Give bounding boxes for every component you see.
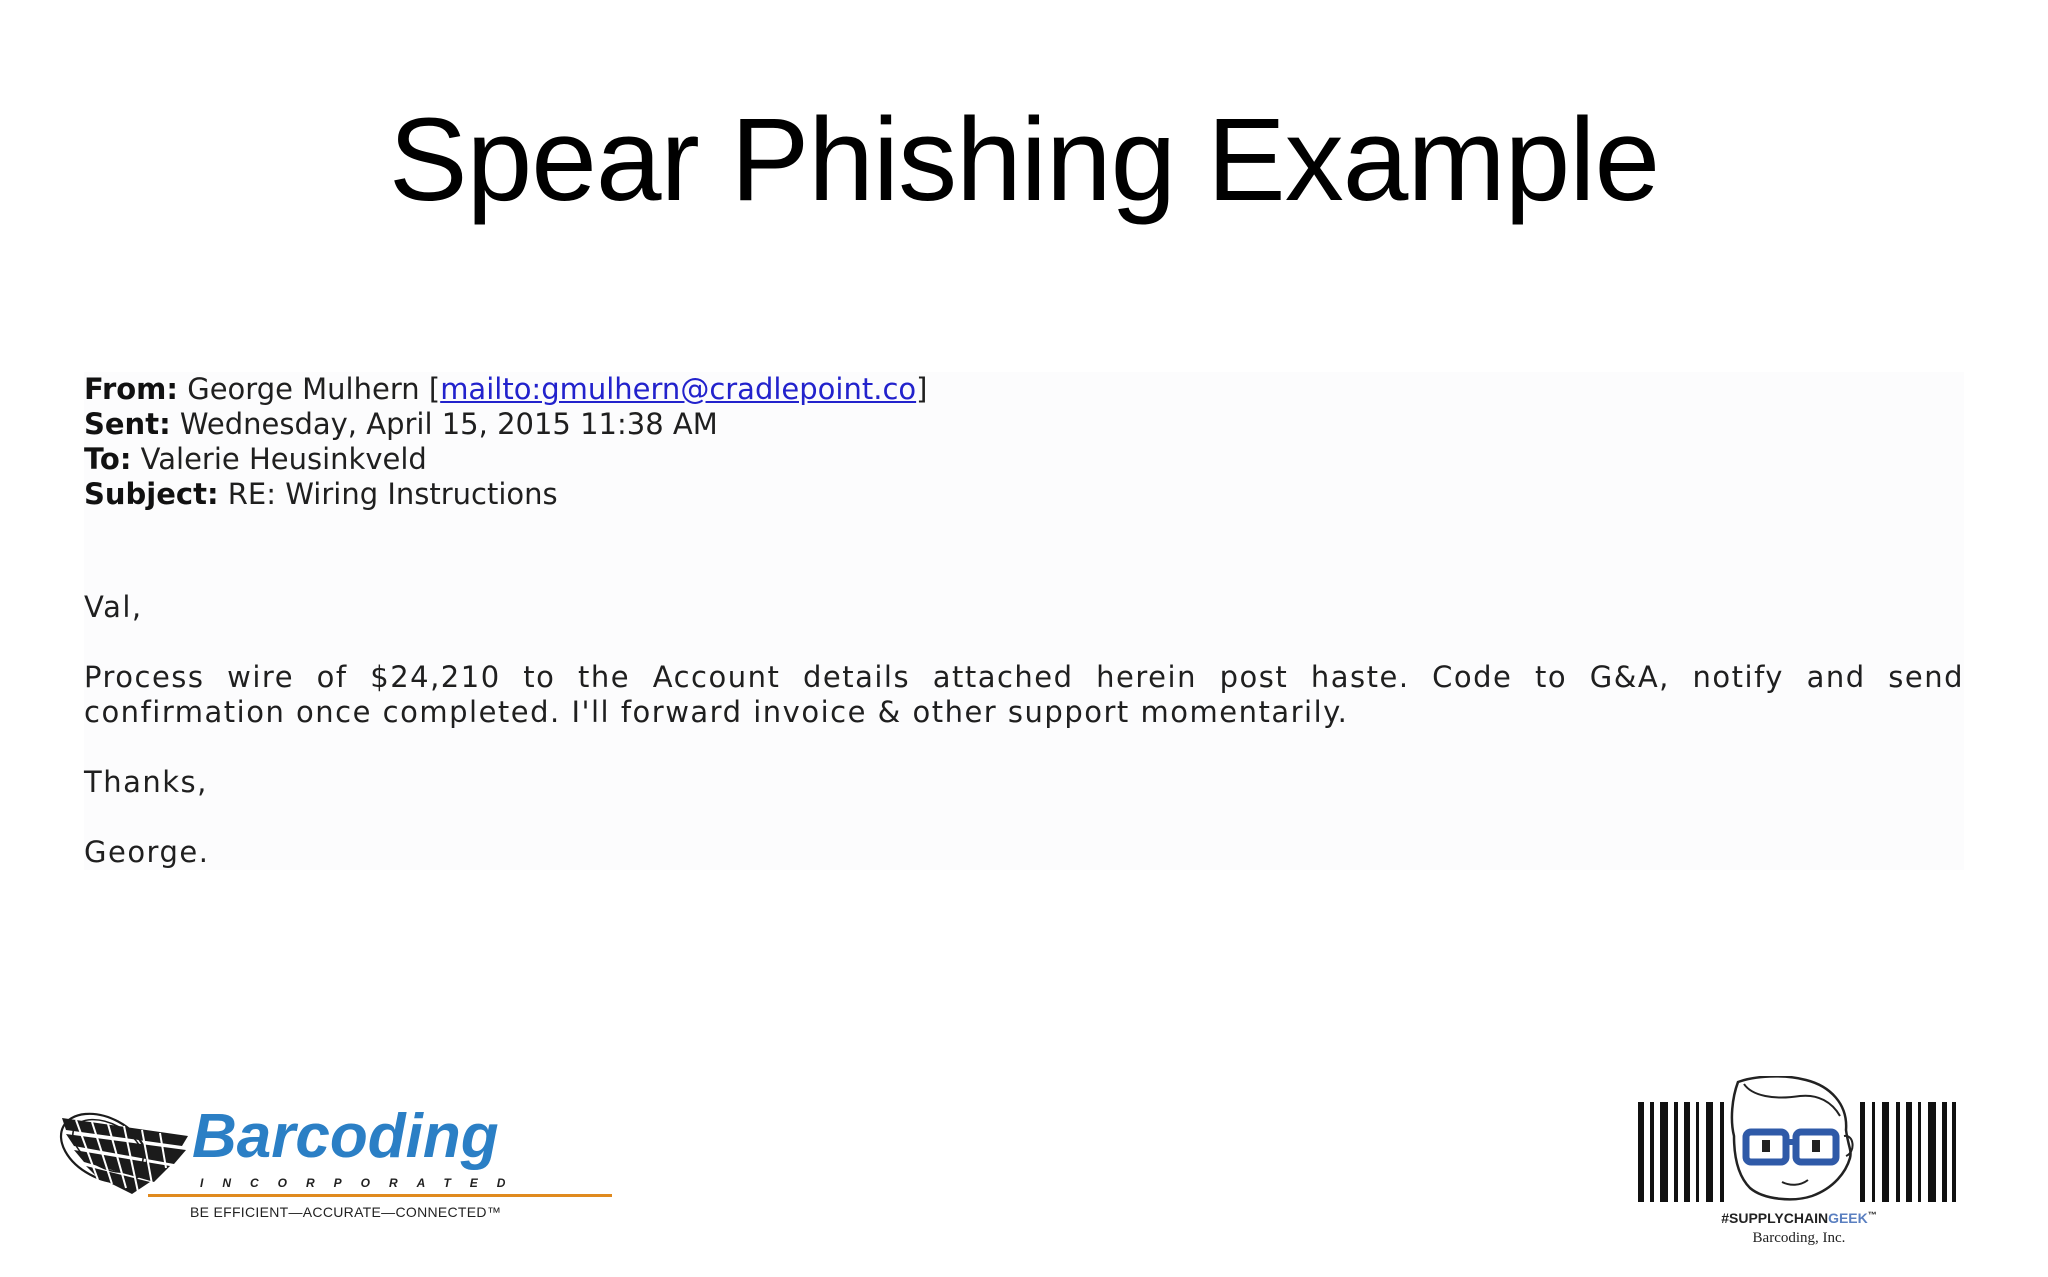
barcode-geek-icon bbox=[1634, 1076, 1964, 1206]
supply-chain-geek-hashtag bbox=[1634, 1210, 1964, 1226]
email-screenshot bbox=[84, 372, 1964, 870]
sent-label: Sent: bbox=[84, 407, 171, 441]
email-from-line: From: George Mulhern [mailto:gmulhern@cradlepoint.co] bbox=[84, 372, 928, 406]
to-label: To: bbox=[84, 442, 132, 476]
geek-company-name: Barcoding, Inc. bbox=[1752, 1230, 1846, 1246]
email-signature: George. bbox=[84, 835, 210, 869]
email-greeting: Val, bbox=[84, 590, 143, 624]
email-subject-line bbox=[84, 477, 1964, 512]
subject-value: RE: Wiring Instructions bbox=[227, 477, 558, 511]
hashtag-accent: GEEK bbox=[1828, 1210, 1868, 1226]
hashtag-main: #SUPPLYCHAIN bbox=[1721, 1210, 1829, 1226]
sent-value: Wednesday, April 15, 2015 11:38 AM bbox=[179, 407, 718, 441]
subject-label: Subject: bbox=[84, 477, 219, 511]
email-sent-line bbox=[84, 407, 1964, 442]
hashtag-tm: ™ bbox=[1867, 1210, 1877, 1220]
barcoding-incorporated: INCORPORATED bbox=[200, 1176, 525, 1190]
barcoding-logo bbox=[56, 1100, 566, 1230]
sender-email-link[interactable]: mailto:gmulhern@cradlepoint.co bbox=[440, 372, 917, 406]
barcoding-tagline: BE EFFICIENT—ACCURATE—CONNECTED™ bbox=[190, 1204, 502, 1220]
from-name: George Mulhern bbox=[187, 372, 420, 406]
from-label: From: bbox=[84, 372, 178, 406]
barcoding-orange-rule bbox=[148, 1194, 612, 1197]
email-to-line bbox=[84, 442, 1964, 477]
supply-chain-geek-logo bbox=[1634, 1076, 1964, 1256]
barcoding-swoosh-icon bbox=[56, 1106, 196, 1196]
slide-title: Spear Phishing Example bbox=[388, 94, 1660, 226]
barcoding-wordmark: Barcoding bbox=[192, 1102, 499, 1171]
email-closing: Thanks, bbox=[84, 765, 208, 799]
to-value: Valerie Heusinkveld bbox=[140, 442, 427, 476]
email-body-paragraph: Process wire of $24,210 to the Account details attached herein post haste. Code to G&A, notify and send confirmation once completed. I'll forward invoice & other support momentarily. bbox=[84, 660, 1964, 729]
